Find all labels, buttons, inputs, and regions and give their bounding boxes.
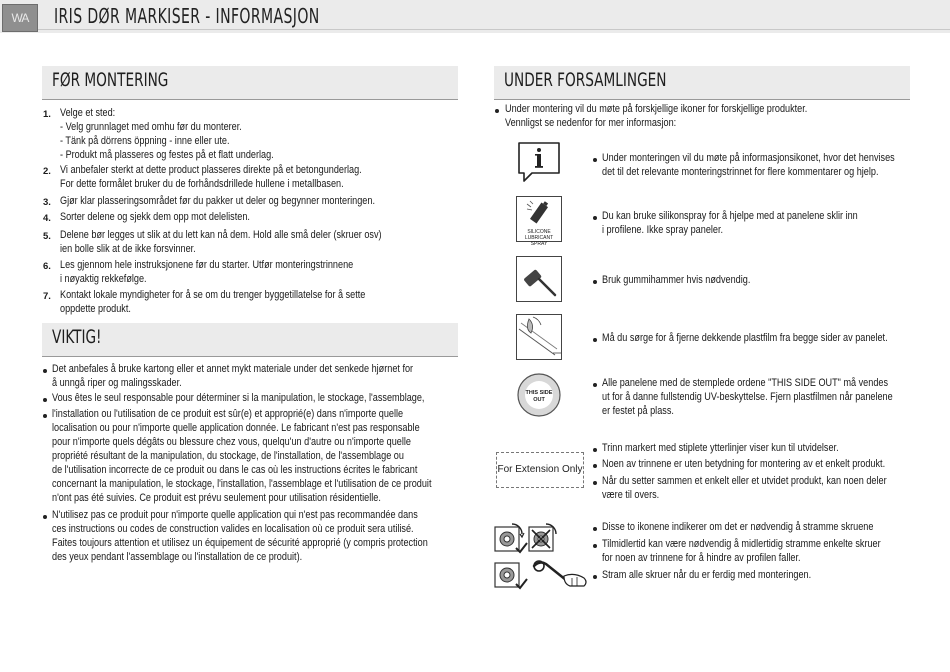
row-text: i profilene. Ikke spray paneler. [602,224,724,236]
warning-text: n'ont pas été suivies. Ce produit est prévu seulement pour utilisation résidentielle. [52,492,381,504]
warning-text: Det anbefales å bruke kartong eller et annet mykt materiale under det senkede hjørnet for [52,363,414,375]
warning-text: Vous êtes le seul responsable pour déterminer si la manipulation, le stockage, l'assemblage, [52,392,425,404]
bullet-dot [495,109,499,113]
info-icon [516,140,562,184]
warning-text: de l'utilisation incorrecte de ce produit ou dans le cas où les instructions écrites le fabricant [52,464,418,476]
bullet-dot [593,280,597,284]
step-number: 3. [43,197,51,208]
logo-text: WA [11,11,29,25]
section-header-before [42,66,458,100]
spray-label-1: SILICONE [527,229,551,235]
step-text: Delene bør legges ut slik at du lett kan nå dem. Hold alle små deler (skruer osv) [60,229,382,241]
bullet-dot [593,527,597,531]
extension-text: være til overs. [602,489,660,501]
row-text: ut for å danne fullstendig UV-beskyttelse. Fjern plastfilmen når panelene [602,391,893,403]
bullet-dot [593,216,597,220]
header-divider [38,29,950,30]
bullet-dot [43,414,47,418]
row-text: Bruk gummihammer hvis nødvendig. [602,274,751,286]
rubber-mallet-icon [516,256,562,302]
extension-label: For Extension Only [497,464,583,475]
bullet-dot [43,515,47,519]
step-number: 7. [43,291,51,302]
section-title-warning: VIKTIG! [52,327,102,348]
silicone-spray-icon [516,196,562,247]
section-header-assembly [494,66,910,100]
step-text: oppdette produkt. [60,303,131,315]
row-text: Under monteringen vil du møte på informasjonsikonet, hvor det henvises [602,152,895,164]
bullet-dot [593,464,597,468]
row-text: er festet på plass. [602,405,674,417]
intro-text: Vennligst se nedenfor for mer informasjon: [505,117,677,129]
warning-text: pour n'importe quels dégâts ou blessure chez vous, quelqu'un d'autre ou n'importe quelle [52,436,411,448]
bullet-dot [593,575,597,579]
step-number: 5. [43,231,51,242]
bullet-dot [593,338,597,342]
mallet-icon [517,257,561,301]
step-text: i nøyaktig rekkefølge. [60,273,147,285]
step-number: 4. [43,213,51,224]
extension-only-box [496,452,584,488]
screw-loose-icon [494,522,528,556]
screw-text: for noen av trinnene for å hindre av profilen faller. [602,552,801,564]
bullet-dot [43,369,47,373]
extension-text: Trinn markert med stiplete ytterlinjer viser kun til utvidelser. [602,442,839,454]
warning-text: localisation ou pour n'importe quelle application donnée. Le fabricant n'est pas responsable [52,422,420,434]
peel-film-icon [516,314,562,360]
warning-text: ces instructions ou codes de construction valides en localisation où ce produit sera utilisé. [52,523,414,535]
bullet-dot [43,398,47,402]
step-text: For dette formålet bruker du de forhåndsdrillede hullene i metallbasen. [60,178,344,190]
spray-label-2: LUBRICANT SPRAY [524,235,554,247]
bullet-dot [593,544,597,548]
section-header-warning [42,323,458,357]
step-text: Velge et sted: [60,107,116,119]
warning-text: des yeux pendant l'assemblage ou l'installation de ce produit). [52,551,303,563]
extension-text: Noen av trinnene er uten betydning for montering av et enkelt produkt. [602,458,886,470]
warning-text: concernant la manipulation, le stockage, l'installation, l'assemblage et l'utilisation de ce produit [52,478,432,490]
screw-tight-icon [528,522,562,556]
warning-text: Faites toujours attention et utilisez un équipement de sécurité approprié (y compris protection [52,537,428,549]
wrench-hand-icon [530,558,592,592]
bullet-dot [593,481,597,485]
warning-text: l'installation ou l'utilisation de ce produit est sûr(e) et approprié(e) dans n'importe quelle [52,408,404,420]
warning-text: propriété résultant de la manipulation, du stockage, de l'installation, de l'assemblage ou [52,450,404,462]
row-text: Alle panelene med de stemplede ordene "THIS SIDE OUT" må vendes [602,377,889,389]
page-title: IRIS DØR MARKISER - INFORMASJON [54,4,320,28]
step-text: - Tänk på dörrens öppning - inne eller ute. [60,135,230,147]
warning-text: å unngå riper og malingsskader. [52,377,182,389]
intro-text: Under montering vil du møte på forskjellige ikoner for forskjellige produkter. [505,103,808,115]
extension-text: Når du setter sammen et enkelt eller et utvidet produkt, kan noen deler [602,475,887,487]
stamp-label-1: THIS SIDE [525,390,553,396]
this-side-out-icon [516,372,562,418]
brand-logo [2,4,38,32]
step-text: Gjør klar plasseringsområdet før du pakker ut deler og begynner monteringen. [60,195,375,207]
stamp-label-2: OUT [533,397,545,403]
step-number: 1. [43,109,51,120]
bullet-dot [593,158,597,162]
section-title-before: FØR MONTERING [52,70,169,91]
step-text: Les gjennom hele instruksjonene før du starter. Utfør monteringstrinnene [60,259,354,271]
warning-text: N'utilisez pas ce produit pour n'importe quelle application qui n'est pas recommandée dans [52,509,418,521]
step-text: - Produkt må plasseres og festes på et flatt underlag. [60,149,274,161]
panel-film-icon [517,315,561,359]
step-number: 2. [43,166,51,177]
step-text: ien bolle slik at de ikke forsvinner. [60,243,196,255]
row-text: det til det relevante monteringstrinnet for flere kommentarer og hjelp. [602,166,879,178]
screw-text: Tilmidlertid kan være nødvendig å midlertidig stramme enkelte skruer [602,538,881,550]
row-text: Du kan bruke silikonspray for å hjelpe med at panelene sklir inn [602,210,858,222]
section-title-assembly: UNDER FORSAMLINGEN [504,70,667,91]
bullet-dot [593,448,597,452]
step-text: Vi anbefaler sterkt at dette product plasseres direkte på et betongunderlag. [60,164,362,176]
screw-final-icon [494,558,528,592]
step-number: 6. [43,261,51,272]
step-text: Kontakt lokale myndigheter for å se om du trenger byggetillatelse for å sette [60,289,366,301]
step-text: Sorter delene og sjekk dem opp mot delelisten. [60,211,250,223]
row-text: Må du sørge for å fjerne dekkende plastfilm fra begge sider av panelet. [602,332,888,344]
screw-text: Stram alle skruer når du er ferdig med monteringen. [602,569,812,581]
screw-text: Disse to ikonene indikerer om det er nødvendig å stramme skruene [602,521,874,533]
step-text: - Velg grunnlaget med omhu før du monterer. [60,121,242,133]
bullet-dot [593,383,597,387]
